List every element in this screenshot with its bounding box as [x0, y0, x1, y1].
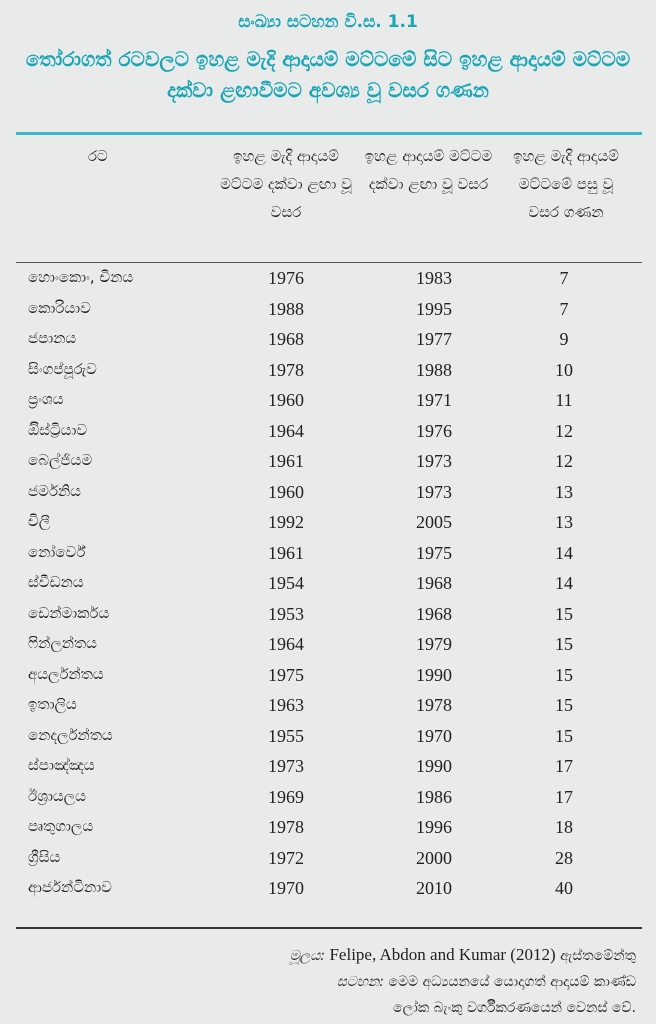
- cell-umi-year: 1961: [268, 542, 304, 563]
- table-body: [16, 263, 642, 904]
- source-citation: Felipe, Abdon and Kumar (2012): [329, 945, 556, 964]
- table-row: [16, 721, 642, 752]
- table-row: [16, 782, 642, 813]
- header-high-year: ඉහළ ආදායම් මට්ටම දක්වා ළඟා වූ වසර: [364, 147, 493, 193]
- cell-years: 17: [555, 786, 573, 807]
- cell-years: 14: [555, 573, 573, 593]
- cell-years: 9: [559, 329, 569, 349]
- table-title: තෝරාගත් රටවලට ඉහළ මැදි ආදායම් මට්ටමේ සිට ඉහළ ආදායම් මට්ටම දක්වා ළඟාවීමට අවශ්‍ය වූ වසර ගණන: [25, 47, 631, 102]
- cell-high-year: 1970: [416, 725, 452, 746]
- cell-umi-year: 1973: [268, 756, 304, 776]
- cell-country: හොංකොං, චීනය: [28, 268, 134, 286]
- cell-country: චිලී: [28, 512, 51, 530]
- cell-country: ඊශ්‍රායලය: [28, 786, 86, 805]
- cell-high-year: 1995: [416, 298, 452, 319]
- table-row: [16, 355, 642, 386]
- bottom-rule: [16, 927, 642, 929]
- cell-high-year: 1971: [416, 390, 452, 410]
- table-row: [16, 385, 642, 416]
- cell-years: 15: [555, 695, 573, 715]
- table-label: සංඛ්‍යා සටහන වි.ස. 1.1: [238, 12, 418, 32]
- cell-country: නෙදර්ලන්තය: [28, 725, 113, 744]
- note-line-2: ලෝක බැංකු වර්ගීකරණයෙන් වෙනස් වේ.: [393, 1000, 636, 1016]
- table-row: [16, 629, 642, 660]
- cell-high-year: 2000: [416, 847, 452, 868]
- cell-country: ප්‍රංශය: [28, 390, 64, 408]
- table-row: [16, 568, 642, 599]
- table-row: [16, 599, 642, 630]
- cell-high-year: 1975: [416, 542, 452, 563]
- cell-umi-year: 1969: [268, 786, 304, 807]
- note-line-1: [60, 969, 636, 995]
- cell-umi-year: 1972: [268, 847, 304, 868]
- source-suffix: ඇස්තමේන්තු: [560, 948, 636, 964]
- cell-umi-year: 1978: [268, 359, 304, 380]
- cell-umi-year: 1988: [268, 298, 304, 319]
- cell-country: ඔිස්ට්‍රියාව: [28, 420, 88, 439]
- cell-umi-year: 1955: [268, 725, 304, 746]
- cell-country: ඉතාලිය: [28, 695, 77, 713]
- cell-years: 15: [555, 664, 573, 685]
- cell-years: 11: [555, 390, 573, 410]
- cell-high-year: 1968: [416, 603, 452, 624]
- cell-country: සිංගප්පූරුව: [28, 359, 97, 378]
- cell-years: 7: [559, 298, 569, 319]
- header-years: ඉහළ මැදි ආදායම් මට්ටමේ පසු වූ වසර ගණන: [513, 147, 619, 221]
- table-row: [16, 324, 642, 355]
- table-row: [16, 812, 642, 843]
- cell-high-year: 1979: [416, 634, 452, 654]
- table-row: [16, 690, 642, 721]
- table-row: [16, 538, 642, 569]
- cell-umi-year: 1963: [268, 695, 304, 715]
- note-label: සටහන:: [336, 974, 384, 990]
- cell-country: ෆින්ලන්තය: [28, 634, 97, 652]
- cell-country: ඩෙන්මාර්කය: [28, 603, 110, 622]
- cell-umi-year: 1968: [268, 329, 304, 349]
- source-note: [60, 942, 636, 1021]
- cell-country: ජර්මනිය: [28, 481, 81, 500]
- cell-high-year: 2005: [416, 512, 452, 532]
- top-rule: [16, 132, 642, 135]
- cell-years: 14: [555, 542, 573, 563]
- cell-country: ග්‍රීසිය: [28, 847, 61, 866]
- table-row: [16, 507, 642, 538]
- cell-years: 13: [555, 512, 573, 532]
- cell-years: 28: [555, 847, 573, 868]
- header-umi-year: ඉහළ මැදි ආදායම් මට්ටම දක්වා ළඟා වූ වසර: [220, 147, 352, 221]
- cell-high-year: 2010: [416, 878, 452, 898]
- cell-years: 17: [555, 756, 573, 776]
- cell-years: 12: [555, 451, 573, 471]
- cell-years: 12: [555, 420, 573, 441]
- cell-umi-year: 1964: [268, 420, 304, 441]
- cell-high-year: 1977: [416, 329, 452, 349]
- cell-umi-year: 1954: [268, 573, 304, 593]
- cell-country: ආර්ජන්ටිනාව: [28, 878, 112, 896]
- cell-country: ස්පාඤ්ඤය: [28, 756, 95, 774]
- cell-high-year: 1986: [416, 786, 452, 807]
- table-row: [16, 477, 642, 508]
- cell-umi-year: 1961: [268, 451, 304, 471]
- cell-years: 7: [559, 268, 569, 288]
- cell-high-year: 1973: [416, 481, 452, 502]
- cell-umi-year: 1975: [268, 664, 304, 685]
- cell-umi-year: 1953: [268, 603, 304, 624]
- source-line: [60, 942, 636, 969]
- cell-umi-year: 1970: [268, 878, 304, 898]
- cell-high-year: 1988: [416, 359, 452, 380]
- cell-country: කොරියාව: [28, 298, 91, 317]
- cell-high-year: 1976: [416, 420, 452, 441]
- table-row: [16, 751, 642, 782]
- table-header: [16, 142, 642, 262]
- table-row: [16, 263, 642, 294]
- cell-country: ස්වීඩනය: [28, 573, 84, 591]
- cell-country: පෘතුගාලය: [28, 817, 94, 835]
- cell-years: 10: [555, 359, 573, 380]
- cell-high-year: 1968: [416, 573, 452, 593]
- cell-high-year: 1983: [416, 268, 452, 288]
- header-country: රට: [88, 147, 108, 165]
- cell-country: ජපානය: [28, 329, 77, 347]
- note-text-1: මෙම අධ්‍යයනයේ යොදාගත් ආදායම් කාණ්ඩ: [388, 974, 636, 990]
- cell-years: 13: [555, 481, 573, 502]
- table-row: [16, 294, 642, 325]
- table-row: [16, 416, 642, 447]
- cell-years: 15: [555, 634, 573, 654]
- cell-years: 18: [555, 817, 573, 837]
- cell-country: බෙල්ජියම: [28, 451, 93, 469]
- cell-umi-year: 1992: [268, 512, 304, 532]
- table-row: [16, 873, 642, 904]
- cell-years: 40: [555, 878, 573, 898]
- cell-high-year: 1978: [416, 695, 452, 715]
- cell-country: නෝර්වේ: [28, 542, 86, 561]
- cell-years: 15: [555, 725, 573, 746]
- cell-country: අයර්ලන්තය: [28, 664, 104, 683]
- cell-high-year: 1973: [416, 451, 452, 471]
- cell-umi-year: 1976: [268, 268, 304, 288]
- cell-umi-year: 1960: [268, 481, 304, 502]
- table-row: [16, 843, 642, 874]
- cell-umi-year: 1964: [268, 634, 304, 654]
- table-row: [16, 660, 642, 691]
- cell-high-year: 1996: [416, 817, 452, 837]
- cell-high-year: 1990: [416, 664, 452, 685]
- cell-years: 15: [555, 603, 573, 624]
- cell-umi-year: 1960: [268, 390, 304, 410]
- table-row: [16, 446, 642, 477]
- cell-umi-year: 1978: [268, 817, 304, 837]
- source-label: මූලය:: [289, 948, 326, 964]
- cell-high-year: 1990: [416, 756, 452, 776]
